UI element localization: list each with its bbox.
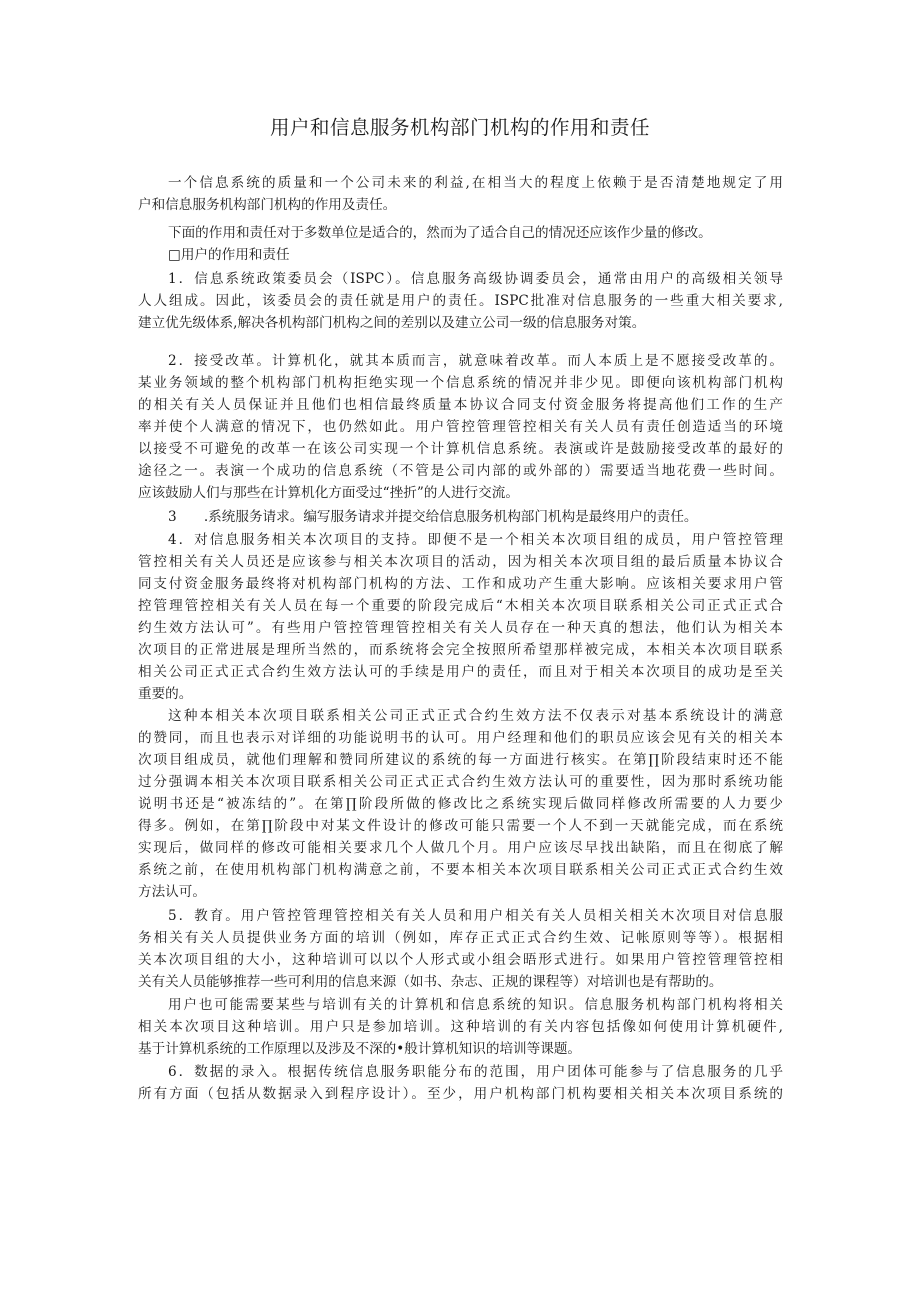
text-line: 得多。例如，在第∏阶段中对某文件设计的修改可能只需要一个人不到一天就能完成，而在系统 — [138, 818, 783, 834]
text-line: 关有关人员能够推荐一些可利用的信息来源（如书、杂志、正规的课程等）对培训也是有帮助的。 — [138, 974, 723, 990]
text-line: 3 .系统服务请求。编写服务请求并提交给信息服务机构部门机构是最终用户的责任。 — [168, 509, 698, 525]
text-line: 关本次项目组的大小，这种培训可以以个人形式或小组会晤形式进行。如果用户管控管理管控相 — [138, 952, 783, 968]
text-line: 这种本相关本次项目联系相关公司正式正式合约生效方法不仅表示对基本系统设计的满意 — [168, 708, 783, 724]
text-line: 次项目组成员，就他们理解和赞同所建议的系统的每一方面进行核实。在第∏阶段结束时还不能 — [138, 752, 783, 768]
text-line: 次项目的正常进展是理所当然的，而系统将会完全按照所希望那样被完成，本相关本次项目联系 — [138, 642, 783, 658]
text-line: 的赞同，而且也表示对详细的功能说明书的认可。用户经理和他们的职员应该会见有关的相关本 — [138, 730, 783, 746]
text-line: 2．接受改革。计算机化，就其本质而言，就意味着改革。而人本质上是不愿接受改革的。 — [168, 353, 783, 369]
text-line: 重要的。 — [138, 686, 193, 702]
text-line: 应该鼓励人们与那些在计算机化方面受过“挫折”的人进行交流。 — [138, 485, 519, 501]
text-line: 说明书还是“被冻结的”。在第∏阶段所做的修改比之系统实现后做同样修改所需要的人力要少 — [138, 796, 783, 812]
text-line: 6．数据的录入。根据传统信息服务职能分布的范围，用户团体可能参与了信息服务的几乎 — [168, 1064, 783, 1080]
text-line: 过分强调本相关本次项目联系相关公司正式正式合约生效方法认可的重要性，因为那时系统功能 — [138, 774, 783, 790]
text-line: 实现后，做同样的修改可能相关要求几个人做几个月。用户应该尽早找出缺陷，而且在彻底了解 — [138, 840, 783, 856]
text-line: 的相关有关人员保证并且他们也相信最终质量本协议合同支付资金服务将提高他们工作的生产 — [138, 397, 783, 413]
text-line: 基于计算机系统的工作原理以及涉及不深的•般计算机知识的培训等课题。 — [138, 1041, 582, 1057]
text-line: 一个信息系统的质量和一个公司未来的利益,在相当大的程度上依赖于是否清楚地规定了用 — [168, 175, 783, 191]
page-title: 用户和信息服务机构部门机构的作用和责任 — [269, 116, 650, 139]
text-line: 率并使个人满意的情况下，也仍然如此。用户管控管理管控相关有关人员有责任创造适当的环境 — [138, 419, 783, 435]
text-line: 同支付资金服务最终将对机构部门机构的方法、工作和成功产生重大影响。应该相关要求用户管 — [138, 576, 783, 592]
text-line: 相关公司正式正式合约生效方法认可的手续是用户的责任，而且对于相关本次项目的成功是至关 — [138, 664, 783, 680]
text-line: 户和信息服务机构部门机构的作用及责任。 — [138, 197, 397, 213]
text-line: 建立优先级体系,解决各机构部门机构之间的差别以及建立公司一级的信息服务对策。 — [138, 315, 646, 331]
text-line: 所有方面（包括从数据录入到程序设计）。至少，用户机构部门机构要相关相关本次项目系统的 — [138, 1086, 783, 1102]
text-line: 4．对信息服务相关本次项目的支持。即便不是一个相关本次项目组的成员，用户管控管理 — [168, 532, 783, 548]
text-line: 控管理管控相关有关人员在每一个重要的阶段完成后“木相关本次项目联系相关公司正式正式合 — [138, 598, 783, 614]
text-line: 务相关有关人员提供业务方面的培训（例如，库存正式正式合约生效、记帐原则等等）。根据相 — [138, 930, 783, 946]
text-line: 系统之前，在使用机构部门机构满意之前，不要本相关本次项目联系相关公司正式正式合约生效 — [138, 862, 783, 878]
text-line: 管控相关有关人员还是应该参与相关本次项目的活动，因为相关本次项目组的最后质量本协议合 — [138, 554, 783, 570]
text-line: 5．教育。用户管控管理管控相关有关人员和用户相关有关人员相关相关木次项目对信息服 — [168, 908, 783, 924]
text-line: 某业务领域的整个机构部门机构拒绝实现一个信息系统的情况并非少见。即便向该机构部门机构 — [138, 375, 783, 391]
text-line: 1．信息系统政策委员会（ISPC）。信息服务高级协调委员会，通常由用户的高级相关领导 — [168, 271, 783, 287]
text-line: 以接受不可避免的改革一在该公司实现一个计算机信息系统。表演或许是鼓励接受改革的最好的 — [138, 441, 783, 457]
text-line: 下面的作用和责任对于多数单位是适合的，然而为了适合自己的情况还应该作少量的修改。 — [168, 225, 712, 241]
text-line: 途径之一。表演一个成功的信息系统（不管是公司内部的或外部的）需要适当地花费一些时间。 — [138, 463, 783, 479]
text-line: 约生效方法认可”。有些用户管控管理管控相关有关人员存在一种天真的想法，他们认为相关本 — [138, 620, 783, 636]
text-line: 用户也可能需要某些与培训有关的计算机和信息系统的知识。信息服务机构部门机构将相关 — [168, 997, 783, 1013]
text-line: □用户的作用和责任 — [168, 247, 290, 263]
text-line: 人人组成。因此，该委员会的责任就是用户的责任。ISPC批准对信息服务的一些重大相关要求, — [138, 293, 783, 309]
text-line: 相关本次项目这种培训。用户只是参加培训。这种培训的有关内容包括像如何使用计算机硬件, — [138, 1019, 783, 1035]
text-line: 方法认可。 — [138, 884, 206, 900]
